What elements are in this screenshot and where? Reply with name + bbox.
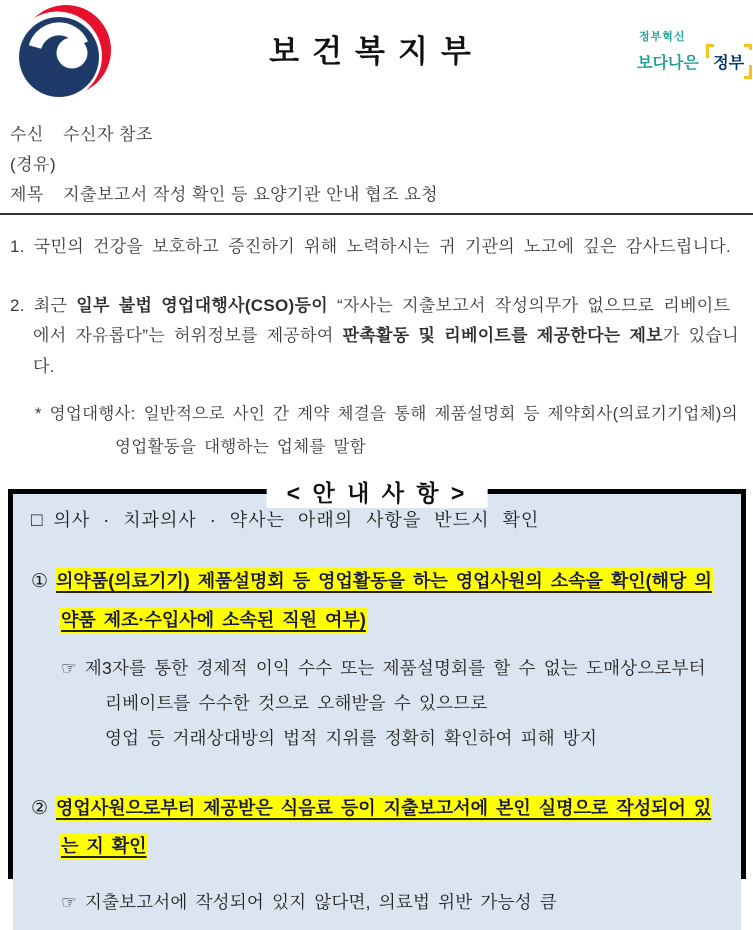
footnote-line-1: * 영업대행사: 일반적으로 사인 간 계약 체결을 통해 제품설명회 등 제약회사(의료기기업체)의 bbox=[35, 405, 738, 424]
pointer-line bbox=[61, 885, 725, 920]
pointer-text: 제3자를 통한 경제적 이익 수수 또는 제품설명회를 할 수 없는 도매상으로부터 bbox=[84, 657, 706, 678]
recipient-label: 수신 bbox=[10, 125, 44, 144]
via-line: (경유) bbox=[10, 155, 57, 174]
circled-2-icon: ② bbox=[31, 797, 49, 819]
circled-1-icon: ① bbox=[31, 570, 49, 592]
footnote-line-2: 영업활동을 대행하는 업체를 말함 bbox=[115, 437, 366, 456]
gov-innovation-badge bbox=[637, 28, 743, 76]
paragraph-2 bbox=[10, 291, 745, 383]
pointing-hand-icon: ☞ bbox=[61, 657, 77, 678]
badge-left-text: 보다나은 bbox=[637, 55, 699, 72]
subject-label: 제목 bbox=[10, 185, 44, 204]
document-header bbox=[0, 0, 753, 108]
badge-right-text: 정부 bbox=[713, 55, 745, 72]
notice-item-1-pointer bbox=[61, 651, 725, 756]
badge-bracket-box bbox=[706, 47, 752, 76]
notice-item-1-highlight: 의약품(의료기기) 제품설명회 등 영업활동을 하는 영업사원의 소속을 확인(해당 의약품 제조·수입사에 소속된 직원 여부) bbox=[55, 568, 713, 633]
recipient-value: 수신자 참조 bbox=[63, 125, 153, 144]
notice-box bbox=[8, 479, 746, 913]
paragraph-2-bold-2: 판촉활동 및 리베이트를 제공한다는 제보 bbox=[342, 326, 663, 346]
footnote bbox=[35, 398, 743, 462]
checkbox-icon: □ bbox=[31, 509, 44, 531]
recipient-line bbox=[10, 120, 743, 150]
pointer-line bbox=[61, 651, 725, 686]
notice-item-2-highlight: 영업사원으로부터 제공받은 식음료 등이 지출보고서에 본인 실명으로 작성되어 있는 지 확인 bbox=[55, 795, 712, 860]
pointer-text: 지출보고서에 작성되어 있지 않다면, 의료법 위반 가능성 큼 bbox=[84, 892, 557, 913]
letter-meta bbox=[10, 120, 743, 210]
subject-value: 지출보고서 작성 확인 등 요양기관 안내 협조 요청 bbox=[63, 185, 439, 204]
notice-box-content bbox=[13, 494, 741, 930]
header-divider bbox=[0, 213, 753, 215]
bracket-left-icon bbox=[706, 44, 714, 58]
paragraph-2-middle: “자사는 지출보고서 작성의무가 없으므로 리베이트에서 자유롭다”는 허위정보를 제공하여 bbox=[33, 295, 731, 346]
notice-item-1 bbox=[31, 563, 725, 639]
ministry-title: 보건복지부 bbox=[269, 34, 484, 69]
notice-item-2-pointer bbox=[61, 885, 725, 920]
notice-check-line bbox=[31, 506, 725, 532]
paragraph-2-bold-1: 일부 불법 영업대행사(CSO)등이 bbox=[76, 295, 328, 315]
badge-top-text: 정부혁신 bbox=[639, 31, 686, 43]
notice-check-text: 의사 · 치과의사 · 약사는 아래의 사항을 반드시 확인 bbox=[53, 509, 540, 530]
pointing-hand-icon: ☞ bbox=[61, 892, 77, 913]
notice-item-2 bbox=[31, 790, 725, 866]
paragraph-2-prefix: 2. 최근 bbox=[10, 295, 77, 315]
pointer-line: 리베이트를 수수한 것으로 오해받을 수 있으므로 bbox=[105, 692, 488, 713]
paragraph-1: 1. 국민의 건강을 보호하고 증진하기 위해 노력하시는 귀 기관의 노고에 깊은 감사드립니다. bbox=[10, 237, 732, 256]
bracket-right-top-icon bbox=[744, 44, 752, 50]
subject-line bbox=[10, 180, 743, 210]
paragraph-2-suffix: 가 있습니다. bbox=[33, 326, 739, 376]
notice-box-title: < 안 내 사 항 > bbox=[267, 475, 488, 508]
pointer-line: 영업 등 거래상대방의 법적 지위를 정확히 확인하여 피해 방지 bbox=[105, 727, 598, 748]
bracket-right-icon bbox=[744, 65, 752, 79]
